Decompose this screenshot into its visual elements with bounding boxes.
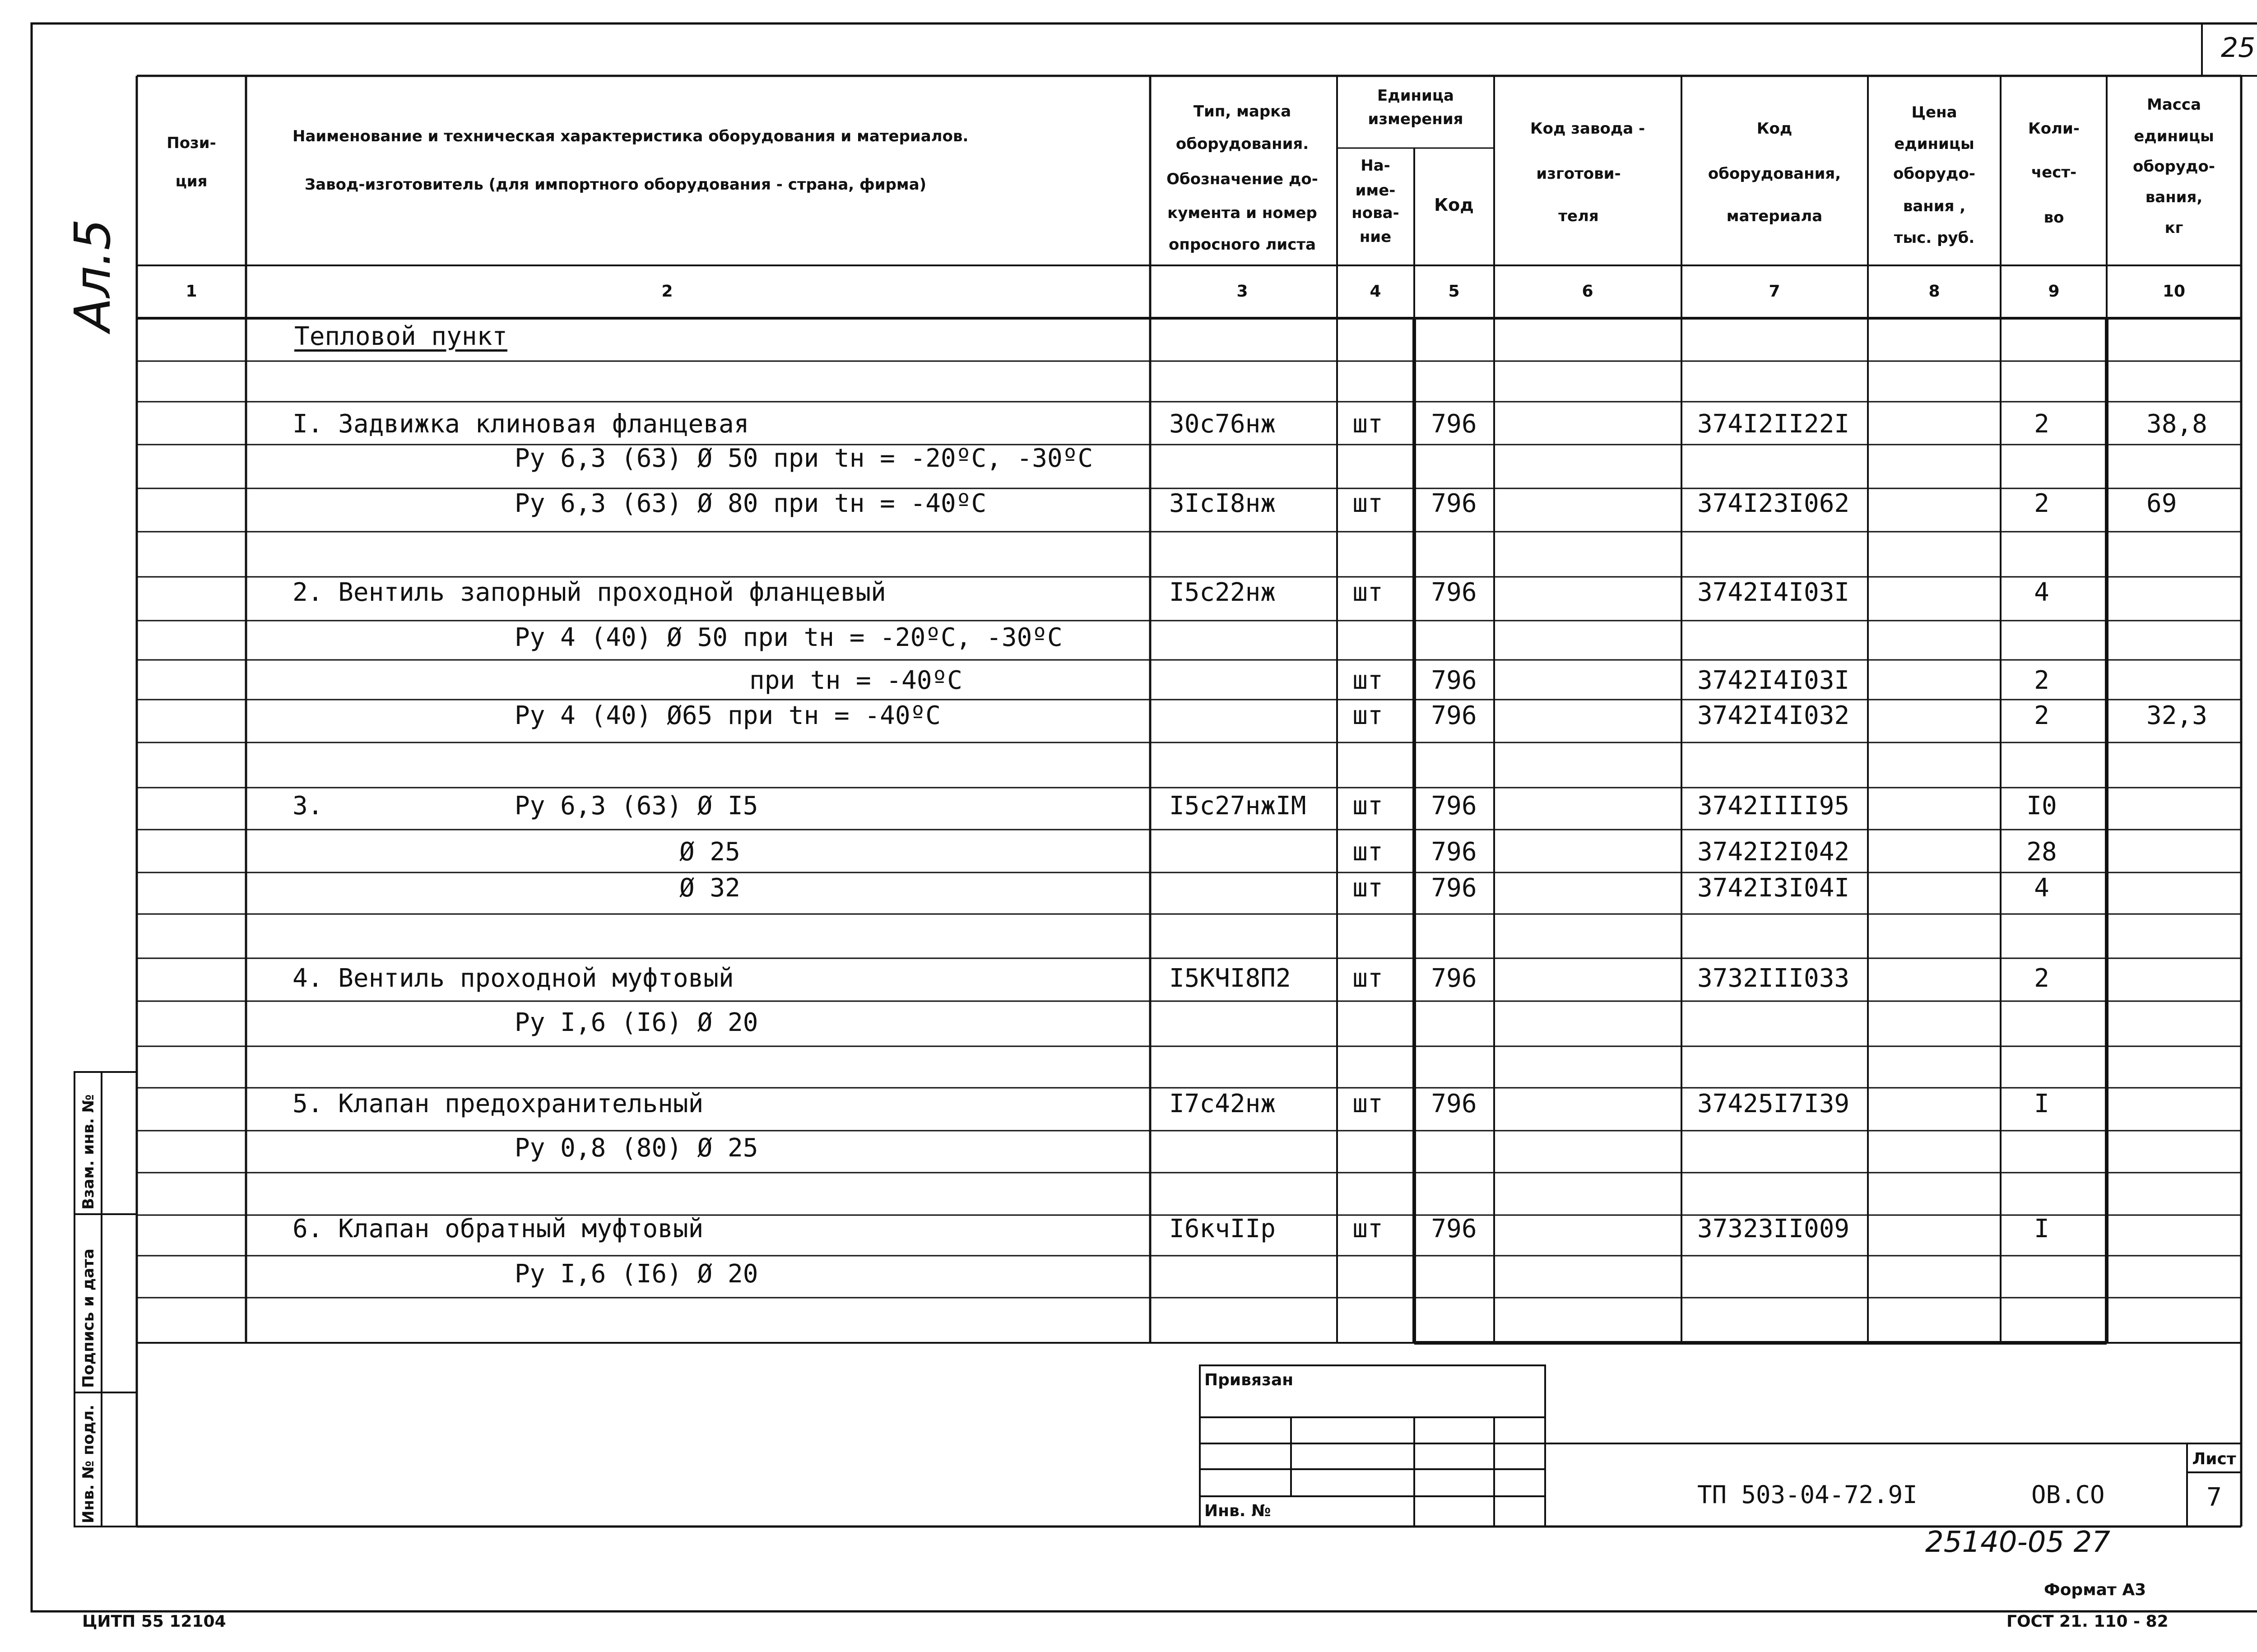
h-col3-l5: опросного листа bbox=[1168, 236, 1316, 254]
row-item-type: I7c42нж bbox=[1169, 1089, 1276, 1118]
row-item-code: 3742I3I04I bbox=[1697, 873, 1850, 903]
h-col4-l3: нова- bbox=[1351, 204, 1399, 222]
h-col8-l3: оборудо- bbox=[1893, 165, 1975, 183]
row-item-code: 3742I4I03I bbox=[1697, 666, 1850, 695]
row-item-spec: Ру 6,3 (63) Ø 50 при tн = -20ºC, -30ºC bbox=[515, 444, 1093, 473]
h-col4-l1: На- bbox=[1361, 157, 1390, 175]
row-item-unit: шт bbox=[1352, 964, 1383, 993]
row-item-mass: 38,8 bbox=[2146, 409, 2207, 439]
colnum-10: 10 bbox=[2162, 282, 2186, 301]
row-item-code: 374I2II22I bbox=[1697, 409, 1850, 439]
handwritten-number: 25140-05 27 bbox=[1925, 1526, 2110, 1559]
h-col5: Код bbox=[1434, 195, 1474, 215]
h-col3-l1: Тип, марка bbox=[1193, 102, 1291, 121]
corner-sheet-number: 25 bbox=[2221, 32, 2256, 64]
h-col10-l3: оборудо- bbox=[2133, 158, 2215, 176]
row-item-unit: шт bbox=[1352, 489, 1383, 518]
outer-frame bbox=[32, 23, 2257, 1611]
h-col8-l2: единицы bbox=[1894, 135, 1974, 153]
h-col4-l2: име- bbox=[1355, 181, 1396, 200]
h-col10-l4: вания, bbox=[2145, 188, 2203, 206]
row-item-unit-code: 796 bbox=[1431, 666, 1477, 695]
h-col3-l3: Обозначение до- bbox=[1166, 170, 1318, 188]
inv-number-label: Инв. № bbox=[1204, 1502, 1271, 1520]
row-item-spec: Ø 32 bbox=[679, 873, 740, 903]
h-col9-l3: во bbox=[2043, 209, 2064, 227]
row-item-unit-code: 796 bbox=[1431, 1214, 1477, 1244]
row-item-qty: 2 bbox=[2034, 666, 2049, 695]
h-col3-l2: оборудования. bbox=[1175, 135, 1309, 153]
row-item-type: I5c27нжIМ bbox=[1169, 791, 1306, 821]
sheet-number: 7 bbox=[2206, 1483, 2222, 1512]
row-item-unit-code: 796 bbox=[1431, 964, 1477, 993]
h-col7-l1: Код bbox=[1756, 120, 1793, 138]
printer-mark: ЦИТП 55 12104 bbox=[82, 1612, 226, 1631]
row-item-unit: шт bbox=[1352, 791, 1383, 821]
h-col7-l2: оборудования, bbox=[1708, 165, 1841, 183]
row-item-type: I6кчIIp bbox=[1169, 1214, 1276, 1244]
row-item-unit: шт bbox=[1352, 701, 1383, 730]
row-item-unit-code: 796 bbox=[1431, 409, 1477, 439]
h-col9-l2: чест- bbox=[2031, 163, 2077, 181]
row-item-unit: шт bbox=[1352, 578, 1383, 607]
row-item-unit: шт bbox=[1352, 409, 1383, 439]
row-item-unit: шт bbox=[1352, 837, 1383, 867]
colnum-3: 3 bbox=[1236, 282, 1248, 301]
h-col6-l1: Код завода - bbox=[1530, 120, 1645, 138]
row-item-unit-code: 796 bbox=[1431, 791, 1477, 821]
row-item-spec: при tн = -40ºC bbox=[749, 666, 963, 695]
row-item-unit-code: 796 bbox=[1431, 837, 1477, 867]
colnum-4: 4 bbox=[1370, 282, 1381, 301]
row-item-name: 4. Вентиль проходной муфтовый bbox=[293, 964, 734, 993]
row-item-spec: Ру 0,8 (80) Ø 25 bbox=[515, 1133, 758, 1163]
row-item-qty: 28 bbox=[2026, 837, 2057, 867]
row-item-type: 3IcI8нж bbox=[1169, 489, 1276, 518]
row-item-qty: 2 bbox=[2034, 489, 2049, 518]
row-item-mass: 69 bbox=[2146, 489, 2177, 518]
row-item-spec: Ру I,6 (I6) Ø 20 bbox=[515, 1259, 758, 1289]
h-col10-l2: единицы bbox=[2134, 127, 2214, 145]
colnum-1: 1 bbox=[186, 282, 197, 301]
row-item-qty: I bbox=[2034, 1089, 2049, 1118]
h-col9-l1: Коли- bbox=[2028, 120, 2080, 138]
row-item-qty: I0 bbox=[2026, 791, 2057, 821]
colnum-6: 6 bbox=[1582, 282, 1593, 301]
row-item-spec: Ру I,6 (I6) Ø 20 bbox=[515, 1008, 758, 1037]
row-item-spec: Ру 4 (40) Ø65 при tн = -40ºC bbox=[515, 701, 941, 730]
row-item-code: 3742I4I032 bbox=[1697, 701, 1850, 730]
row-item-name: I. Задвижка клиновая фланцевая bbox=[293, 409, 749, 439]
row-item-type: I5c22нж bbox=[1169, 578, 1276, 607]
colnum-9: 9 bbox=[2048, 282, 2060, 301]
h-col8-l4: вания , bbox=[1903, 197, 1966, 215]
row-item-qty: 4 bbox=[2034, 873, 2049, 903]
row-item-mass: 32,3 bbox=[2146, 701, 2207, 730]
h-unit-group-l2: измерения bbox=[1368, 110, 1463, 128]
h-col7-l3: материала bbox=[1726, 207, 1823, 225]
h-col6-l3: теля bbox=[1558, 207, 1599, 225]
row-item-type: I5КЧI8П2 bbox=[1169, 964, 1291, 993]
h-col1-l2: ция bbox=[175, 172, 208, 190]
row-item-name: 6. Клапан обратный муфтовый bbox=[293, 1214, 704, 1244]
row-item-unit-code: 796 bbox=[1431, 489, 1477, 518]
colnum-7: 7 bbox=[1769, 282, 1780, 301]
side-stamp-sign-date: Подпись и дата bbox=[79, 1248, 98, 1388]
document-suffix: ОВ.СО bbox=[2031, 1480, 2105, 1509]
h-col6-l2: изготови- bbox=[1536, 165, 1621, 183]
row-item-spec: Ру 6,3 (63) Ø 80 при tн = -40ºC bbox=[515, 489, 987, 518]
row-item-unit-code: 796 bbox=[1431, 873, 1477, 903]
format-label: Формат А3 bbox=[2044, 1581, 2146, 1599]
colnum-8: 8 bbox=[1928, 282, 1940, 301]
h-col2-l1: Наименование и техническая характеристика оборудования и материалов. bbox=[293, 127, 969, 145]
colnum-2: 2 bbox=[661, 282, 673, 301]
row-item-qty: 4 bbox=[2034, 578, 2049, 607]
h-col2-l2: Завод-изготовитель (для импортного оборудования - страна, фирма) bbox=[305, 176, 927, 194]
row-item-qty: 2 bbox=[2034, 701, 2049, 730]
h-col10-l5: кг bbox=[2164, 219, 2183, 237]
h-unit-group-l1: Единица bbox=[1377, 87, 1454, 105]
row-item-unit-code: 796 bbox=[1431, 1089, 1477, 1118]
row-item-type: 30с76нж bbox=[1169, 409, 1276, 439]
colnum-5: 5 bbox=[1448, 282, 1460, 301]
margin-mark: Ал.5 bbox=[64, 218, 121, 332]
row-item-name: 5. Клапан предохранительный bbox=[293, 1089, 704, 1118]
h-col8-l1: Цена bbox=[1911, 103, 1957, 121]
bound-label: Привязан bbox=[1204, 1371, 1294, 1389]
gost-label: ГОСТ 21. 110 - 82 bbox=[2006, 1612, 2169, 1631]
row-item-number: 3. bbox=[293, 791, 323, 821]
row-item-unit: шт bbox=[1352, 666, 1383, 695]
row-item-unit-code: 796 bbox=[1431, 701, 1477, 730]
row-item-code: 37323II009 bbox=[1697, 1214, 1850, 1244]
h-col3-l4: кумента и номер bbox=[1167, 204, 1317, 222]
h-col4-l4: ние bbox=[1359, 228, 1392, 246]
row-item-code: 3742I4I03I bbox=[1697, 578, 1850, 607]
row-item-spec: Ø 25 bbox=[679, 837, 740, 867]
h-col10-l1: Масса bbox=[2146, 96, 2201, 114]
row-item-unit: шт bbox=[1352, 1089, 1383, 1118]
row-item-code: 37425I7I39 bbox=[1697, 1089, 1850, 1118]
row-item-qty: I bbox=[2034, 1214, 2049, 1244]
row-item-qty: 2 bbox=[2034, 964, 2049, 993]
section-title: Тепловой пункт bbox=[294, 322, 508, 351]
row-item-unit: шт bbox=[1352, 873, 1383, 903]
row-item-code: 3732III033 bbox=[1697, 964, 1850, 993]
side-stamp-inv-orig: Инв. № подл. bbox=[79, 1404, 98, 1523]
row-item-spec: Ру 4 (40) Ø 50 при tн = -20ºC, -30ºC bbox=[515, 623, 1063, 652]
row-item-name: 2. Вентиль запорный проходной фланцевый bbox=[293, 578, 886, 607]
row-item-code: 3742IIII95 bbox=[1697, 791, 1850, 821]
h-col8-l5: тыс. руб. bbox=[1894, 229, 1975, 247]
sheet-label: Лист bbox=[2192, 1450, 2236, 1468]
row-item-spec: Ру 6,3 (63) Ø I5 bbox=[515, 791, 758, 821]
row-item-code: 3742I2I042 bbox=[1697, 837, 1850, 867]
h-col1-l1: Пози- bbox=[167, 134, 216, 152]
row-item-unit-code: 796 bbox=[1431, 578, 1477, 607]
row-item-qty: 2 bbox=[2034, 409, 2049, 439]
row-item-unit: шт bbox=[1352, 1214, 1383, 1244]
row-item-code: 374I23I062 bbox=[1697, 489, 1850, 518]
document-code: ТП 503-04-72.9I bbox=[1697, 1480, 1918, 1509]
side-stamp-replaced-inv: Взам. инв. № bbox=[79, 1094, 98, 1210]
